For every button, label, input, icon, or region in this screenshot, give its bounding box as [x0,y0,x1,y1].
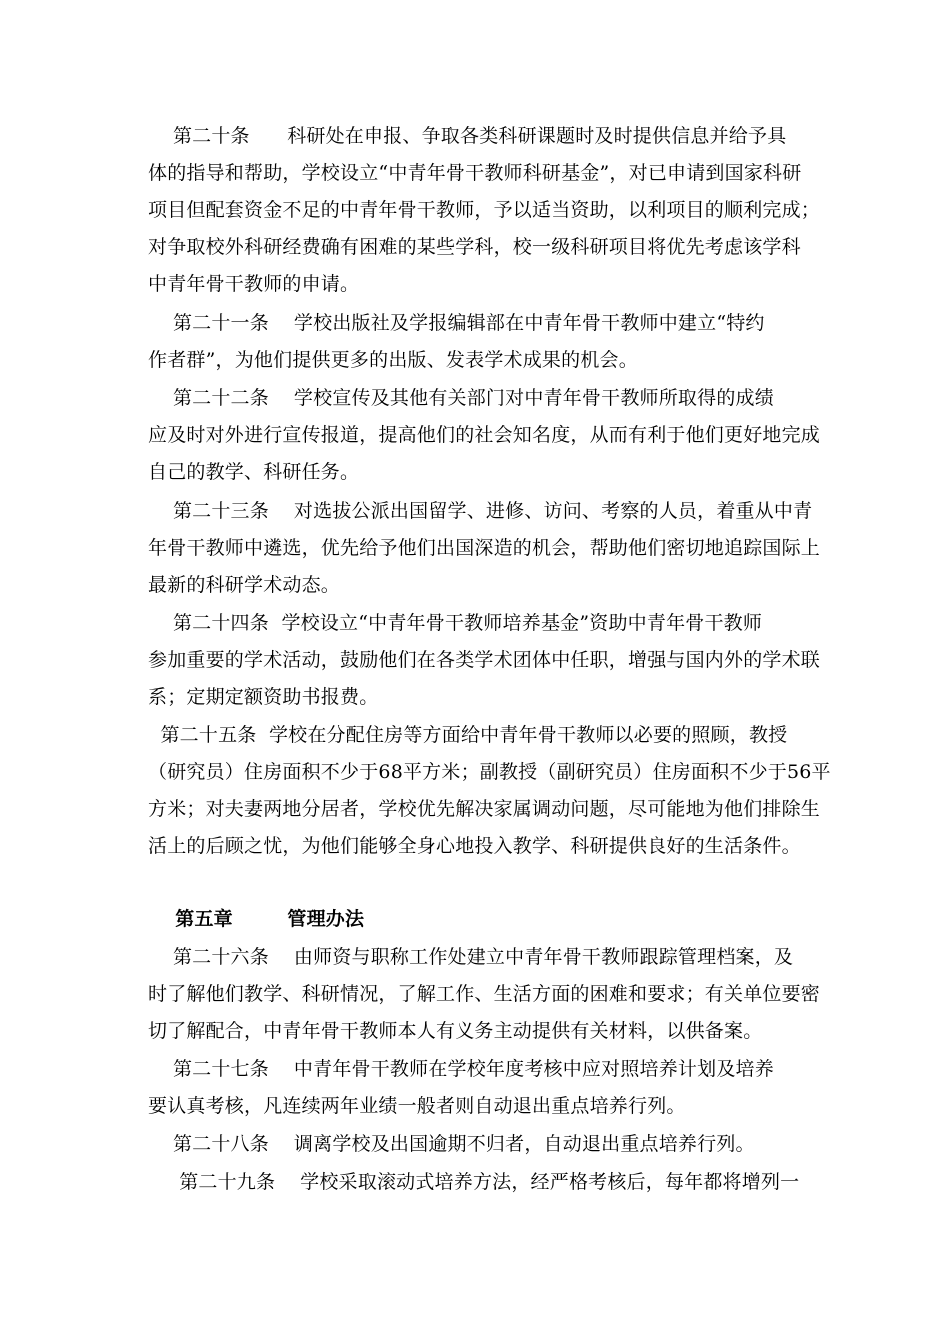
text-line: 中青年骨干教师的申请。 [148,273,360,295]
text-line: 第二十二条 学校宣传及其他有关部门对中青年骨干教师所取得的成绩 [148,387,774,409]
text-line: 第二十九条 学校采取滚动式培养方法，经严格考核后，每年都将增列一 [148,1171,800,1193]
text-line: 参加重要的学术活动，鼓励他们在各类学术团体中任职，增强与国内外的学术联 [148,649,821,671]
text-line: 活上的后顾之忧，为他们能够全身心地投入教学、科研提供良好的生活条件。 [148,835,801,857]
text-line: 第二十七条 中青年骨干教师在学校年度考核中应对照培养计划及培养 [148,1058,774,1080]
text-line: 第二十三条 对选拔公派出国留学、进修、访问、考察的人员，着重从中青 [148,500,813,522]
text-line: 自己的教学、科研任务。 [148,461,360,483]
text-line: 第二十五条 学校在分配住房等方面给中青年骨干教师以必要的照顾，教授 [148,724,788,746]
text-line: 第二十一条 学校出版社及学报编辑部在中青年骨干教师中建立“特约 [148,312,765,334]
text-line: 系；定期定额资助书报费。 [148,686,379,708]
text-line: 对争取校外科研经费确有困难的某些学科，校一级科研项目将优先考虑该学科 [148,236,801,258]
text-line: 体的指导和帮助，学校设立“中青年骨干教师科研基金”，对已申请到国家科研 [148,162,802,184]
text-line: 应及时对外进行宣传报道，提高他们的社会知名度，从而有利于他们更好地完成 [148,424,821,446]
text-line: 最新的科研学术动态。 [148,574,341,596]
chapter-heading: 第五章 管理办法 [148,908,365,930]
text-line: 项目但配套资金不足的中青年骨干教师，予以适当资助，以利项目的顺利完成； [148,199,821,221]
text-line: （研究员）住房面积不少于68平方米；副教授（副研究员）住房面积不少于56平 [148,761,831,783]
text-line: 年骨干教师中遴选，优先给予他们出国深造的机会，帮助他们密切地追踪国际上 [148,537,821,559]
text-line: 第二十四条 学校设立“中青年骨干教师培养基金”资助中青年骨干教师 [148,612,763,634]
text-line: 时了解他们教学、科研情况，了解工作、生活方面的困难和要求；有关单位要密 [148,983,821,1005]
text-line: 切了解配合，中青年骨干教师本人有义务主动提供有关材料，以供备案。 [148,1020,763,1042]
text-line: 作者群”，为他们提供更多的出版、发表学术成果的机会。 [148,349,638,371]
text-line: 第二十六条 由师资与职称工作处建立中青年骨干教师跟踪管理档案，及 [148,946,794,968]
text-line: 方米；对夫妻两地分居者，学校优先解决家属调动问题，尽可能地为他们排除生 [148,798,821,820]
text-line: 要认真考核，凡连续两年业绩一般者则自动退出重点培养行列。 [148,1095,686,1117]
text-line: 第二十八条 调离学校及出国逾期不归者，自动退出重点培养行列。 [148,1133,755,1155]
text-line: 第二十条 科研处在申报、争取各类科研课题时及时提供信息并给予具 [148,125,787,147]
